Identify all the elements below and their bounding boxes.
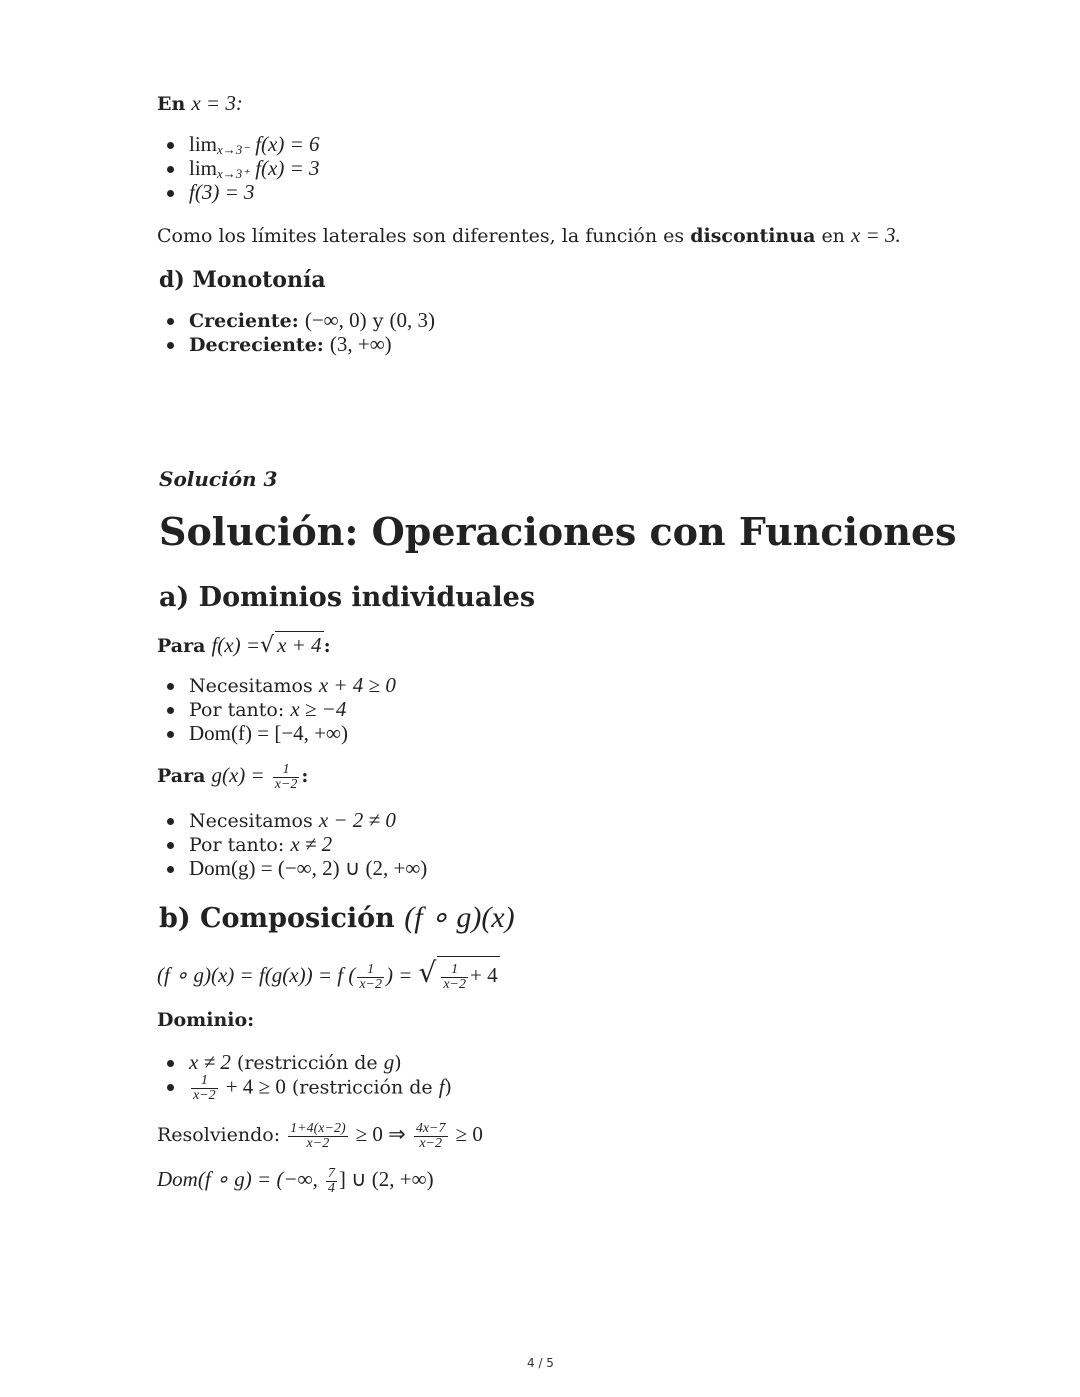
creciente-item: Creciente: (−∞, 0) y (0, 3) xyxy=(189,308,435,332)
final-domain: Dom(f ∘ g) = (−∞, $\frac{7}{4}$ ] ∪ (2, +∞) xyxy=(157,1165,434,1196)
function-value-item: f(3) = 3 xyxy=(189,180,255,204)
resolve-fraction-1: $\frac{1+4(x-2)}{x-2}$ xyxy=(290,1120,346,1151)
g-domain-item: Dom(g) = (−∞, 2) ∪ (2, +∞) xyxy=(189,856,428,880)
limit-left-item: limx→3⁻ f(x) = 6 xyxy=(189,132,320,162)
f-definition: Para f(x) =√ x + 4 : xyxy=(157,633,331,658)
g-definition: Para g(x) = $\frac{1}{x-2}$ : xyxy=(157,761,309,792)
monotonia-heading: d) Monotonía xyxy=(159,267,326,293)
f-domain-item: Dom(f) = [−4, +∞) xyxy=(189,721,348,745)
section-b-heading: b) Composición (f ∘ g)(x) xyxy=(159,901,515,934)
solution-label: Solución 3 xyxy=(159,467,278,491)
restriction-fraction: $\frac{1}{x-2}$ xyxy=(193,1073,216,1103)
f-condition-item: Necesitamos x + 4 ≥ 0 xyxy=(189,673,396,697)
decreciente-item: Decreciente: (3, +∞) xyxy=(189,332,392,356)
composition-formula: (f ∘ g)(x) = f(g(x)) = f ( $\frac{1}{x-2}$ ) = √ $\frac{1}{x-2}$ + 4 xyxy=(157,956,498,992)
page-number: 4 / 5 xyxy=(527,1356,554,1370)
restriction-f-item: $\frac{1}{x-2}$ + 4 ≥ 0 (restricción de f) xyxy=(189,1074,452,1103)
sqrt-radicand: $\frac{1}{x-2}$ + 4 xyxy=(437,956,499,992)
page-title: Solución: Operaciones con Funciones xyxy=(159,509,957,554)
continuity-conclusion: Como los límites laterales son diferentes, la función es discontinua en x = 3. xyxy=(157,223,901,247)
composition-inner-fraction: $\frac{1}{x-2}$ xyxy=(359,961,382,992)
resolviendo-line: Resolviendo: $\frac{1+4(x-2)}{x-2}$ ≥ 0 ⇒ $\frac{4x-7}{x-2}$ ≥ 0 xyxy=(157,1120,483,1151)
g-fraction: $\frac{1}{x-2}$ xyxy=(274,761,298,792)
restriction-g-item: x ≠ 2 (restricción de g) xyxy=(189,1050,402,1074)
radicand-fraction: $\frac{1}{x-2}$ xyxy=(443,961,466,992)
limit-right-item: limx→3⁺ f(x) = 3 xyxy=(189,156,320,186)
g-result-item: Por tanto: x ≠ 2 xyxy=(189,832,333,856)
f-result-item: Por tanto: x ≥ −4 xyxy=(189,697,347,721)
g-condition-item: Necesitamos x − 2 ≠ 0 xyxy=(189,808,396,832)
final-fraction: $\frac{7}{4}$ xyxy=(327,1165,335,1196)
resolve-fraction-2: $\frac{4x-7}{x-2}$ xyxy=(415,1120,446,1151)
sqrt-symbol: √ xyxy=(260,633,275,658)
continuity-heading: En x = 3: xyxy=(157,91,243,115)
sqrt-symbol: √ xyxy=(418,956,437,989)
dominio-label: Dominio: xyxy=(157,1009,255,1031)
section-a-heading: a) Dominios individuales xyxy=(159,582,536,613)
